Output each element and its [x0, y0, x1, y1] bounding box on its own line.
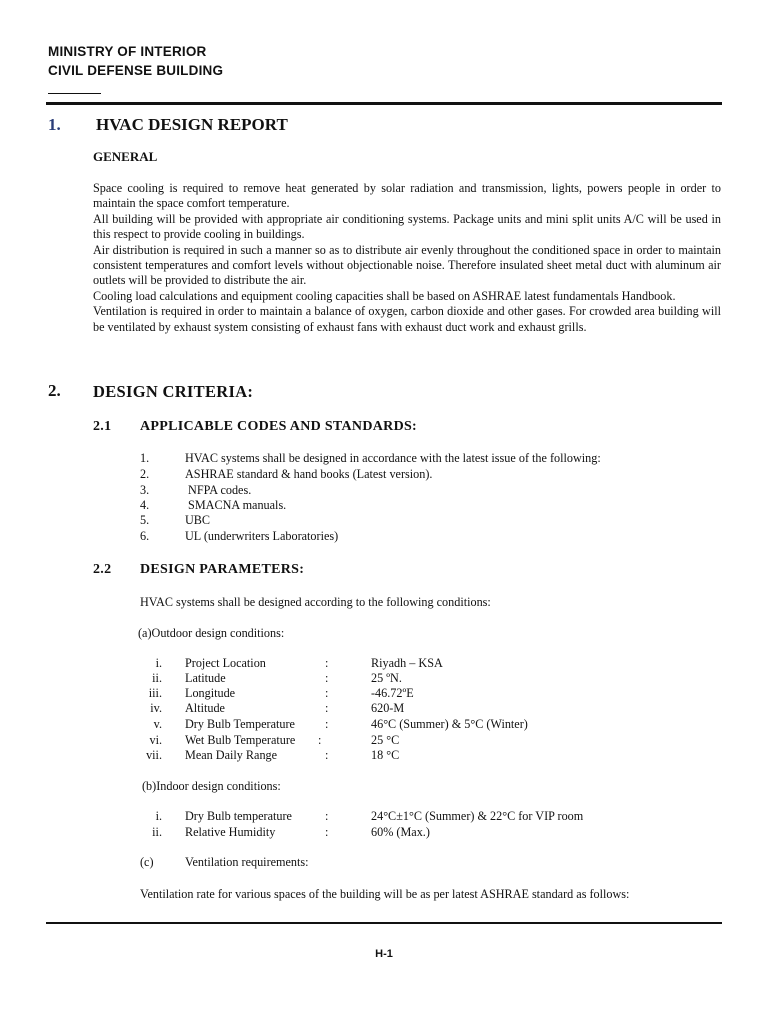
- outdoor-row-colon: :: [325, 717, 329, 731]
- paragraph-heat: Space cooling is required to remove heat generated by solar radiation and transmission, lights, powers people in order to maintain the space comfort temperature.: [93, 181, 721, 211]
- code-item-text: ASHRAE standard & hand books (Latest version).: [185, 467, 433, 481]
- paragraph-air-distribution: Air distribution is required in such a manner so as to distribute air evenly throughout the conditioned space in order to maintain consistent temperatures and comfort levels without objectionable noise. Therefore insulated sheet metal duct with aluminum air outlets will be provided to distribute the air.: [93, 242, 721, 288]
- header-building: CIVIL DEFENSE BUILDING: [48, 63, 224, 78]
- outdoor-row-colon: :: [325, 701, 329, 715]
- outdoor-row-label: Project Location: [185, 656, 266, 670]
- outdoor-row-value: 25 °C: [371, 733, 400, 747]
- indoor-row-value: 60% (Max.): [371, 825, 430, 839]
- indoor-row-number: i.: [155, 809, 162, 823]
- indoor-row-number: ii.: [152, 825, 162, 839]
- subsection-2-2-title: DESIGN PARAMETERS:: [140, 562, 305, 577]
- outdoor-row-number: iv.: [150, 701, 162, 715]
- page-number: H-1: [375, 948, 393, 960]
- outdoor-conditions-label: (a)Outdoor design conditions:: [138, 626, 285, 640]
- ventilation-item-number: (c): [140, 855, 154, 869]
- outdoor-row-label: Altitude: [185, 701, 225, 715]
- outdoor-row-label: Mean Daily Range: [185, 748, 278, 762]
- outdoor-row-value: Riyadh – KSA: [371, 656, 443, 670]
- footer-divider: [46, 922, 722, 924]
- outdoor-row-number: ii.: [152, 671, 162, 685]
- section-2-number: 2.: [48, 381, 61, 400]
- indoor-row-value: 24°C±1°C (Summer) & 22°C for VIP room: [371, 809, 584, 823]
- design-parameters-intro: HVAC systems shall be designed according to the following conditions:: [140, 595, 491, 609]
- subsection-2-1-number: 2.1: [93, 419, 112, 434]
- indoor-row-label: Dry Bulb temperature: [185, 809, 292, 823]
- section-1-title: HVAC DESIGN REPORT: [96, 115, 288, 134]
- outdoor-row-colon: :: [325, 686, 329, 700]
- outdoor-row-value: -46.72ºE: [371, 686, 414, 700]
- header-short-divider: [48, 93, 101, 94]
- subsection-2-1-title: APPLICABLE CODES AND STANDARDS:: [140, 419, 418, 434]
- header-divider: [46, 102, 722, 105]
- outdoor-row-value: 25 ºN.: [371, 671, 402, 685]
- indoor-conditions-label: (b)Indoor design conditions:: [142, 779, 281, 793]
- code-item-number: 4.: [140, 498, 150, 512]
- code-item-number: 2.: [140, 467, 150, 481]
- outdoor-row-colon: :: [325, 671, 329, 685]
- outdoor-row-label: Latitude: [185, 671, 226, 685]
- section-2-title: DESIGN CRITERIA:: [93, 382, 254, 401]
- code-item-number: 1.: [140, 451, 150, 465]
- paragraph-cooling-load: Cooling load calculations and equipment cooling capacities shall be based on ASHRAE latest fundamentals Handbook.: [93, 288, 676, 303]
- code-item-text: NFPA codes.: [185, 483, 252, 497]
- outdoor-row-number: v.: [153, 717, 162, 731]
- outdoor-row-colon: :: [325, 748, 329, 762]
- outdoor-row-number: vi.: [149, 733, 162, 747]
- outdoor-row-number: i.: [155, 656, 162, 670]
- indoor-row-colon: :: [325, 809, 329, 823]
- header-ministry: MINISTRY OF INTERIOR: [48, 44, 207, 59]
- code-item-text: UL (underwriters Laboratories): [185, 529, 339, 543]
- outdoor-row-label: Wet Bulb Temperature: [185, 733, 296, 747]
- outdoor-row-value: 620-M: [371, 701, 405, 715]
- indoor-row-label: Relative Humidity: [185, 825, 276, 839]
- outdoor-row-colon: :: [325, 656, 329, 670]
- ventilation-rate-text: Ventilation rate for various spaces of the building will be as per latest ASHRAE standard as follows:: [140, 887, 630, 901]
- paragraph-ventilation: Ventilation is required in order to maintain a balance of oxygen, carbon dioxide and other gases. For crowded area building will be ventilated by exhaust system consisting of exhaust fans with exhaust duct work and exhaust grills.: [93, 304, 721, 334]
- outdoor-row-label: Dry Bulb Temperature: [185, 717, 295, 731]
- outdoor-row-label: Longitude: [185, 686, 236, 700]
- outdoor-row-number: iii.: [148, 686, 162, 700]
- code-item-text: HVAC systems shall be designed in accordance with the latest issue of the following:: [185, 451, 601, 465]
- outdoor-row-value: 18 °C: [371, 748, 400, 762]
- paragraph-ac-systems: All building will be provided with appropriate air conditioning systems. Package units and mini split units A/C will be used in this respect to provide cooling in buildings.: [93, 211, 721, 242]
- section-1-number: 1.: [48, 115, 61, 134]
- code-item-text: UBC: [185, 513, 211, 527]
- general-body: [93, 181, 721, 335]
- code-item-number: 3.: [140, 483, 150, 497]
- outdoor-row-number: vii.: [146, 748, 162, 762]
- code-item-text: SMACNA manuals.: [185, 498, 287, 512]
- outdoor-row-value: 46°C (Summer) & 5°C (Winter): [371, 717, 528, 731]
- indoor-row-colon: :: [325, 825, 329, 839]
- code-item-number: 6.: [140, 529, 150, 543]
- subsection-2-2-number: 2.2: [93, 562, 112, 577]
- outdoor-row-colon: :: [318, 733, 322, 747]
- code-item-number: 5.: [140, 513, 150, 527]
- general-heading: GENERAL: [93, 149, 158, 164]
- ventilation-requirements-label: Ventilation requirements:: [185, 855, 309, 869]
